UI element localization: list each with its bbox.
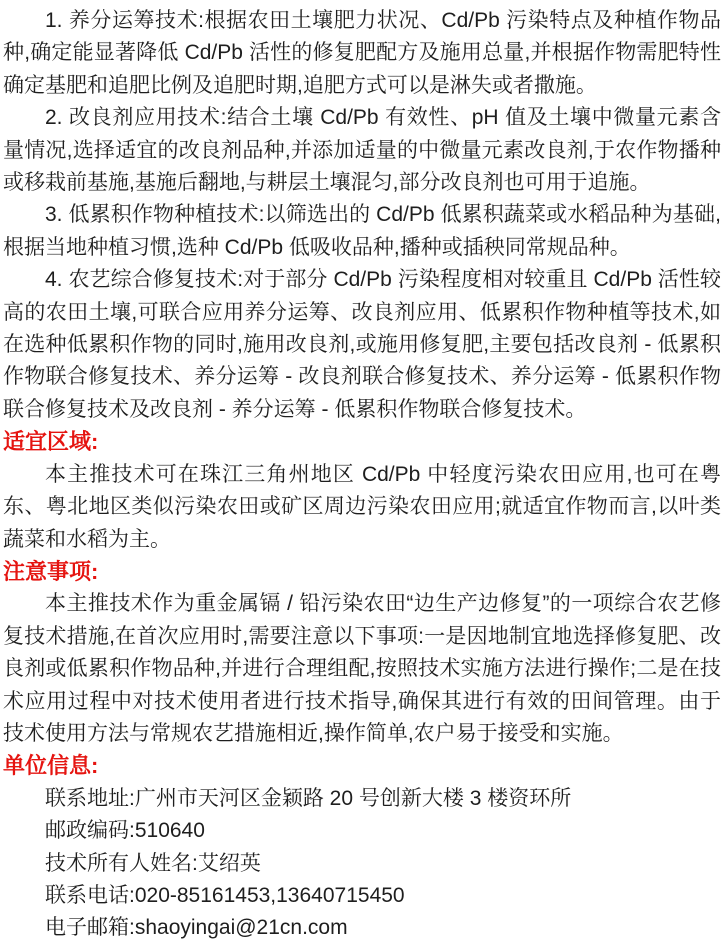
section-heading-suitable-area: 适宜区域: — [3, 429, 99, 455]
contact-line-postal-code: 邮政编码:510640 — [45, 819, 205, 843]
section-heading-notes: 注意事项: — [3, 558, 99, 584]
suitable-area-paragraph: 本主推技术可在珠江三角州地区 Cd/Pb 中轻度污染农田应用,也可在粤东、粤北地区类似污染农田或矿区周边污染农田应用;就适宜作物而言,以叶类蔬菜和水稻为主。 — [3, 462, 721, 551]
tech-paragraph-nutrient-management: 1. 养分运筹技术:根据农田土壤肥力状况、Cd/Pb 污染特点及种植作物品种,确定能显著降低 Cd/Pb 活性的修复肥配方及施用总量,并根据作物需肥特性确定基肥和追肥比例及追肥时期,追肥方式可以是淋失或者撒施。 — [3, 9, 721, 97]
contact-line-email: 电子邮箱:shaoyingai@21cn.com — [45, 916, 348, 940]
section-heading-unit-info: 单位信息: — [3, 753, 99, 779]
tech-paragraph-amendment-application: 2. 改良剂应用技术:结合土壤 Cd/Pb 有效性、pH 值及土壤中微量元素含量情况,选择适宜的改良剂品种,并添加适量的中微量元素改良剂,于农作物播种或移栽前基施,基施后翻地,与耕层土壤混匀,部分改良剂也可用于追施。 — [3, 106, 721, 195]
contact-line-owner-name: 技术所有人姓名:艾绍英 — [45, 851, 261, 875]
contact-line-address: 联系地址:广州市天河区金颖路 20 号创新大楼 3 楼资环所 — [45, 786, 572, 810]
tech-paragraph-integrated-remediation: 4. 农艺综合修复技术:对于部分 Cd/Pb 污染程度相对较重且 Cd/Pb 活性较高的农田土壤,可联合应用养分运筹、改良剂应用、低累积作物种植等技术,如在选种低累积作物的同时,施用改良剂,或施用修复肥,主要包括改良剂 - 低累积作物联合修复技术、养分运筹 - 改良剂联合修复技术、养分运筹 - 低累积作物联合修复技术及改良剂 - 养分运筹 - 低累积作物联合修复技术。 — [3, 268, 721, 421]
contact-line-phone: 联系电话:020-85161453,13640715450 — [45, 883, 405, 907]
tech-paragraph-low-accumulation-crop: 3. 低累积作物种植技术:以筛选出的 Cd/Pb 低累积蔬菜或水稻品种为基础,根据当地种植习惯,选种 Cd/Pb 低吸收品种,播种或插秧同常规品种。 — [3, 203, 721, 259]
notes-paragraph: 本主推技术作为重金属镉 / 铅污染农田“边生产边修复”的一项综合农艺修复技术措施,在首次应用时,需要注意以下事项:一是因地制宜地选择修复肥、改良剂或低累积作物品种,并进行合理组配,按照技术实施方法进行操作;二是在技术应用过程中对技术使用者进行技术指导,确保其进行有效的田间管理。由于技术使用方法与常规农艺措施相近,操作简单,农户易于接受和实施。 — [3, 592, 721, 745]
